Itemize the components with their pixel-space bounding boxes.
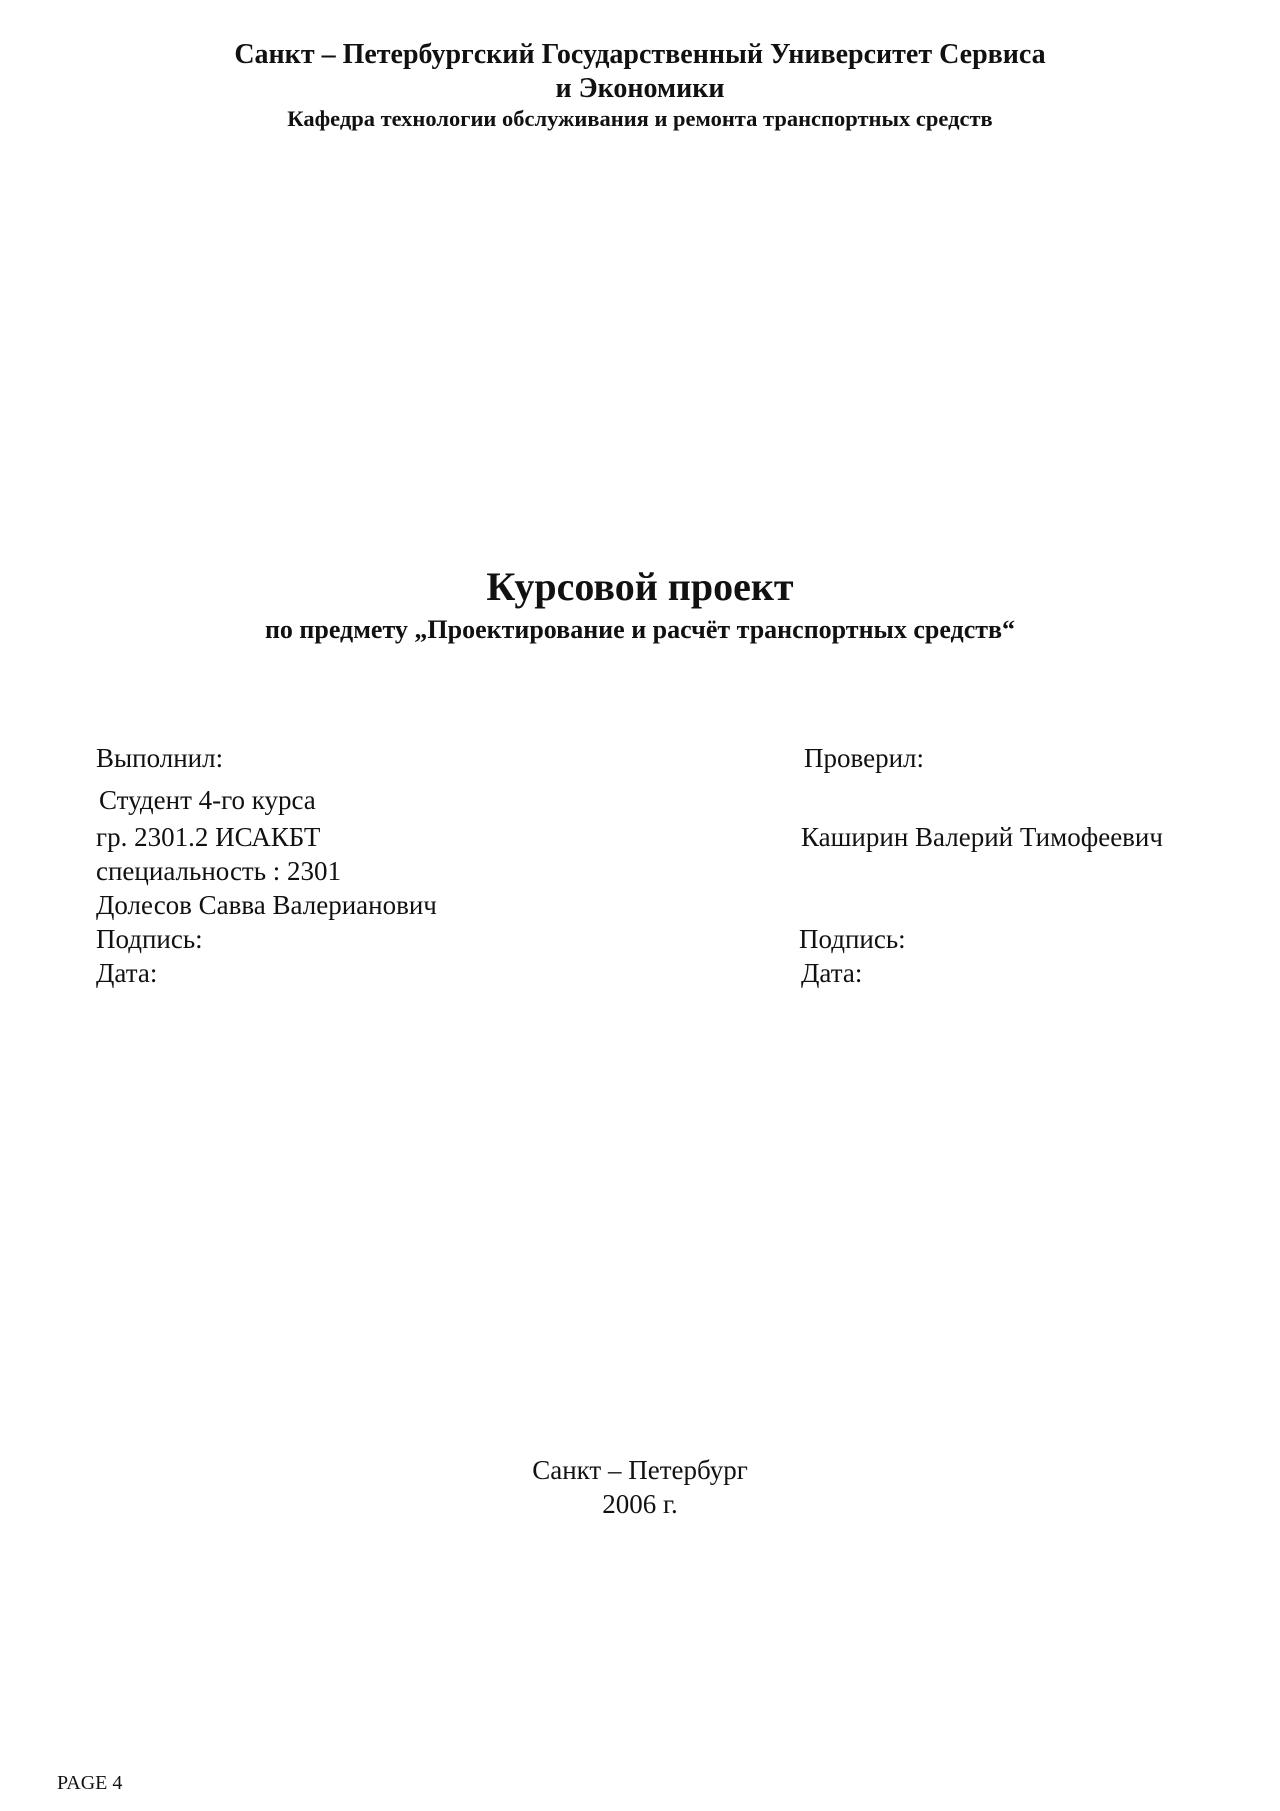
performer-label: Выполнил: (96, 743, 224, 773)
department-name: Кафедра технологии обслуживания и ремонта транспортных средств (287, 106, 993, 131)
checker-name: Каширин Валерий Тимофеевич (801, 822, 1163, 852)
performer-specialty: специальность : 2301 (96, 856, 342, 886)
checker-date-label: Дата: (801, 958, 863, 988)
university-name-line2: и Экономики (555, 73, 725, 104)
checker-label: Проверил: (804, 743, 924, 773)
checker-signature-label: Подпись: (799, 924, 906, 954)
city: Санкт – Петербург (532, 1455, 748, 1485)
performer-name: Долесов Савва Валерианович (96, 890, 437, 920)
document-title: Курсовой проект (486, 564, 794, 609)
performer-date-label: Дата: (96, 958, 158, 988)
performer-course: Студент 4-го курса (99, 785, 316, 815)
performer-signature-label: Подпись: (96, 924, 203, 954)
university-name-line1: Санкт – Петербургский Государственный Университет Сервиса (234, 39, 1046, 70)
performer-group: гр. 2301.2 ИСАКБТ (96, 822, 321, 852)
document-subject: по предмету „Проектирование и расчёт транспортных средств“ (264, 615, 1016, 644)
year: 2006 г. (602, 1489, 678, 1519)
page-number: PAGE 4 (57, 1772, 123, 1794)
